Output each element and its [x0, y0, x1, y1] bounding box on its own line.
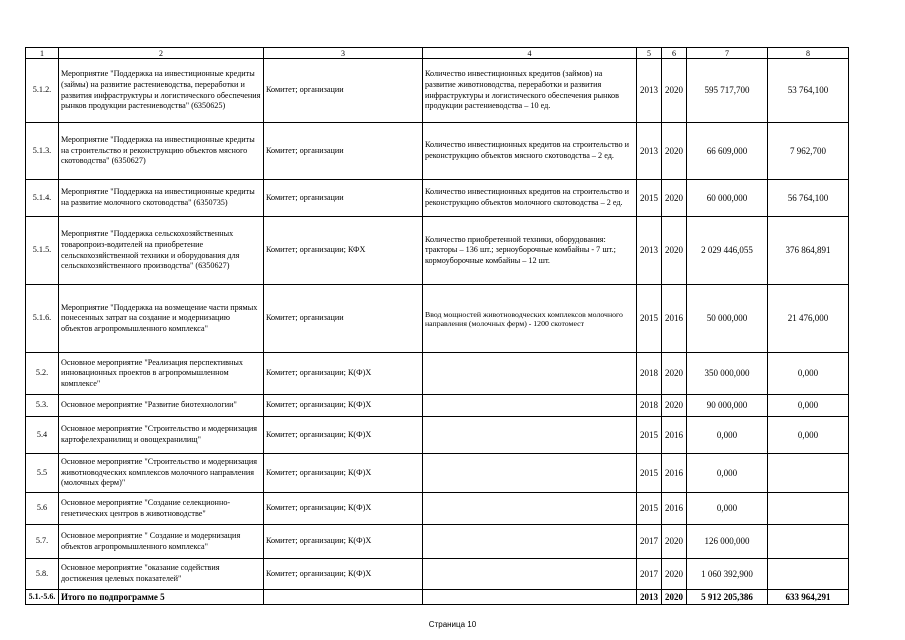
measure-name: Основное мероприятие "Создание селекционно-генетических центров в животноводстве"	[59, 493, 264, 525]
executor: Комитет; организации	[264, 59, 423, 123]
end-year: 2016	[662, 417, 687, 454]
measure-name: Мероприятие "Поддержка на возмещение части прямых понесенных затрат на создание и модернизацию объектов агропромышленного комплекса"	[59, 285, 264, 353]
executor: Комитет; организации	[264, 285, 423, 353]
header-cell: 7	[687, 48, 768, 59]
empty-cell	[264, 590, 423, 605]
row-number: 5.1.6.	[26, 285, 59, 353]
table-row	[26, 59, 849, 123]
amount-col8	[768, 454, 849, 493]
end-year: 2020	[662, 559, 687, 590]
empty-cell	[423, 590, 637, 605]
executor: Комитет; организации; К(Ф)Х	[264, 525, 423, 559]
amount-col8	[768, 559, 849, 590]
amount-total: 0,000	[687, 454, 768, 493]
indicator	[423, 525, 637, 559]
row-number: 5.6	[26, 493, 59, 525]
end-year: 2016	[662, 454, 687, 493]
executor: Комитет; организации; КФХ	[264, 217, 423, 285]
measure-name: Основное мероприятие " Создание и модернизация объектов агропромышленного комплекса"	[59, 525, 264, 559]
table-row	[26, 417, 849, 454]
indicator: Количество инвестиционных кредитов на строительство и реконструкцию объектов мясного скотоводства – 2 ед.	[423, 123, 637, 180]
row-number: 5.8.	[26, 559, 59, 590]
amount-col8: 376 864,891	[768, 217, 849, 285]
header-cell: 1	[26, 48, 59, 59]
amount-col8: 21 476,000	[768, 285, 849, 353]
measure-name: Мероприятие "Поддержка сельскохозяйственных товаропроиз-водителей на приобретение сельскохозяйственной техники и оборудования для сельскохозяйственного производства" (6350627)	[59, 217, 264, 285]
amount-total: 350 000,000	[687, 353, 768, 395]
amount-total: 0,000	[687, 417, 768, 454]
amount-total: 0,000	[687, 493, 768, 525]
amount-total: 90 000,000	[687, 395, 768, 417]
start-year: 2015	[637, 285, 662, 353]
program-table	[25, 47, 849, 605]
end-year: 2020	[662, 525, 687, 559]
amount-col8: 0,000	[768, 395, 849, 417]
table-row	[26, 285, 849, 353]
amount-col8: 7 962,700	[768, 123, 849, 180]
amount-total: 595 717,700	[687, 59, 768, 123]
start-year: 2015	[637, 417, 662, 454]
table-row	[26, 454, 849, 493]
executor: Комитет; организации; К(Ф)Х	[264, 395, 423, 417]
end-year: 2020	[662, 217, 687, 285]
executor: Комитет; организации; К(Ф)Х	[264, 493, 423, 525]
total-start-year: 2013	[637, 590, 662, 605]
header-cell: 3	[264, 48, 423, 59]
measure-name: Мероприятие "Поддержка на инвестиционные кредиты на развитие молочного скотоводства" (6350735)	[59, 180, 264, 217]
row-number: 5.7.	[26, 525, 59, 559]
total-row-number: 5.1.-5.6.	[26, 590, 59, 605]
amount-total: 50 000,000	[687, 285, 768, 353]
row-number: 5.5	[26, 454, 59, 493]
header-row	[26, 48, 849, 59]
amount-total: 60 000,000	[687, 180, 768, 217]
total-row	[26, 590, 849, 605]
amount-col8: 53 764,100	[768, 59, 849, 123]
executor: Комитет; организации; К(Ф)Х	[264, 454, 423, 493]
table-row	[26, 395, 849, 417]
indicator	[423, 454, 637, 493]
start-year: 2018	[637, 353, 662, 395]
amount-col8: 0,000	[768, 417, 849, 454]
measure-name: Мероприятие "Поддержка на инвестиционные кредиты (займы) на развитие растениеводства, переработки и развития инфраструктуры и логистического обеспечения рынков продукции растениеводства" (6350625)	[59, 59, 264, 123]
header-cell: 4	[423, 48, 637, 59]
indicator	[423, 417, 637, 454]
indicator	[423, 353, 637, 395]
amount-col8: 0,000	[768, 353, 849, 395]
end-year: 2020	[662, 123, 687, 180]
indicator: Количество приобретенной техники, оборудования: тракторы – 136 шт.; зерноуборочные комбайны - 7 шт.; кормоуборочные комбайны – 12 шт.	[423, 217, 637, 285]
row-number: 5.1.4.	[26, 180, 59, 217]
table-row	[26, 180, 849, 217]
measure-name: Мероприятие "Поддержка на инвестиционные кредиты на строительство и реконструкцию объектов мясного скотоводства" (6350627)	[59, 123, 264, 180]
row-number: 5.1.3.	[26, 123, 59, 180]
header-cell: 5	[637, 48, 662, 59]
total-end-year: 2020	[662, 590, 687, 605]
amount-total: 2 029 446,055	[687, 217, 768, 285]
executor: Комитет; организации	[264, 180, 423, 217]
total-amount-col8: 633 964,291	[768, 590, 849, 605]
indicator: Количество инвестиционных кредитов на строительство и реконструкцию объектов молочного скотоводства – 2 ед.	[423, 180, 637, 217]
indicator: Количество инвестиционных кредитов (займов) на развитие животноводства, переработки и развития инфраструктуры и логистического обеспечения рынков продукции растениеводства – 10 ед.	[423, 59, 637, 123]
executor: Комитет; организации; К(Ф)Х	[264, 559, 423, 590]
executor: Комитет; организации; К(Ф)Х	[264, 417, 423, 454]
start-year: 2013	[637, 123, 662, 180]
end-year: 2020	[662, 353, 687, 395]
start-year: 2015	[637, 180, 662, 217]
row-number: 5.3.	[26, 395, 59, 417]
indicator	[423, 559, 637, 590]
start-year: 2018	[637, 395, 662, 417]
row-number: 5.4	[26, 417, 59, 454]
measure-name: Основное мероприятие "Строительство и модернизация животноводческих комплексов молочного направления (молочных ферм)"	[59, 454, 264, 493]
total-amount: 5 912 205,386	[687, 590, 768, 605]
table-row	[26, 217, 849, 285]
start-year: 2015	[637, 493, 662, 525]
indicator	[423, 493, 637, 525]
start-year: 2015	[637, 454, 662, 493]
header-cell: 2	[59, 48, 264, 59]
amount-col8: 56 764,100	[768, 180, 849, 217]
end-year: 2020	[662, 395, 687, 417]
row-number: 5.1.5.	[26, 217, 59, 285]
measure-name: Основное мероприятие "Строительство и модернизация картофелехранилищ и овощехранилищ"	[59, 417, 264, 454]
start-year: 2013	[637, 59, 662, 123]
row-number: 5.1.2.	[26, 59, 59, 123]
measure-name: Основное мероприятие "Развитие биотехнологии"	[59, 395, 264, 417]
start-year: 2013	[637, 217, 662, 285]
executor: Комитет; организации	[264, 123, 423, 180]
amount-total: 1 060 392,900	[687, 559, 768, 590]
table-row	[26, 493, 849, 525]
indicator	[423, 395, 637, 417]
start-year: 2017	[637, 559, 662, 590]
indicator: Ввод мощностей животноводческих комплексов молочного направления (молочных ферм) - 1200 скотомест	[423, 285, 637, 353]
measure-name: Основное мероприятие "Реализация перспективных инновационных проектов в агропромышленном комплексе"	[59, 353, 264, 395]
table-row	[26, 525, 849, 559]
start-year: 2017	[637, 525, 662, 559]
total-label: Итого по подпрограмме 5	[59, 590, 264, 605]
end-year: 2016	[662, 285, 687, 353]
end-year: 2020	[662, 59, 687, 123]
header-cell: 8	[768, 48, 849, 59]
executor: Комитет; организации; К(Ф)Х	[264, 353, 423, 395]
table-row	[26, 559, 849, 590]
header-cell: 6	[662, 48, 687, 59]
page-number: Страница 10	[428, 620, 477, 629]
end-year: 2020	[662, 180, 687, 217]
row-number: 5.2.	[26, 353, 59, 395]
table-row	[26, 123, 849, 180]
measure-name: Основное мероприятие "оказание содействия достижения целевых показателей"	[59, 559, 264, 590]
amount-col8	[768, 525, 849, 559]
table-row	[26, 353, 849, 395]
amount-col8	[768, 493, 849, 525]
end-year: 2016	[662, 493, 687, 525]
amount-total: 66 609,000	[687, 123, 768, 180]
amount-total: 126 000,000	[687, 525, 768, 559]
